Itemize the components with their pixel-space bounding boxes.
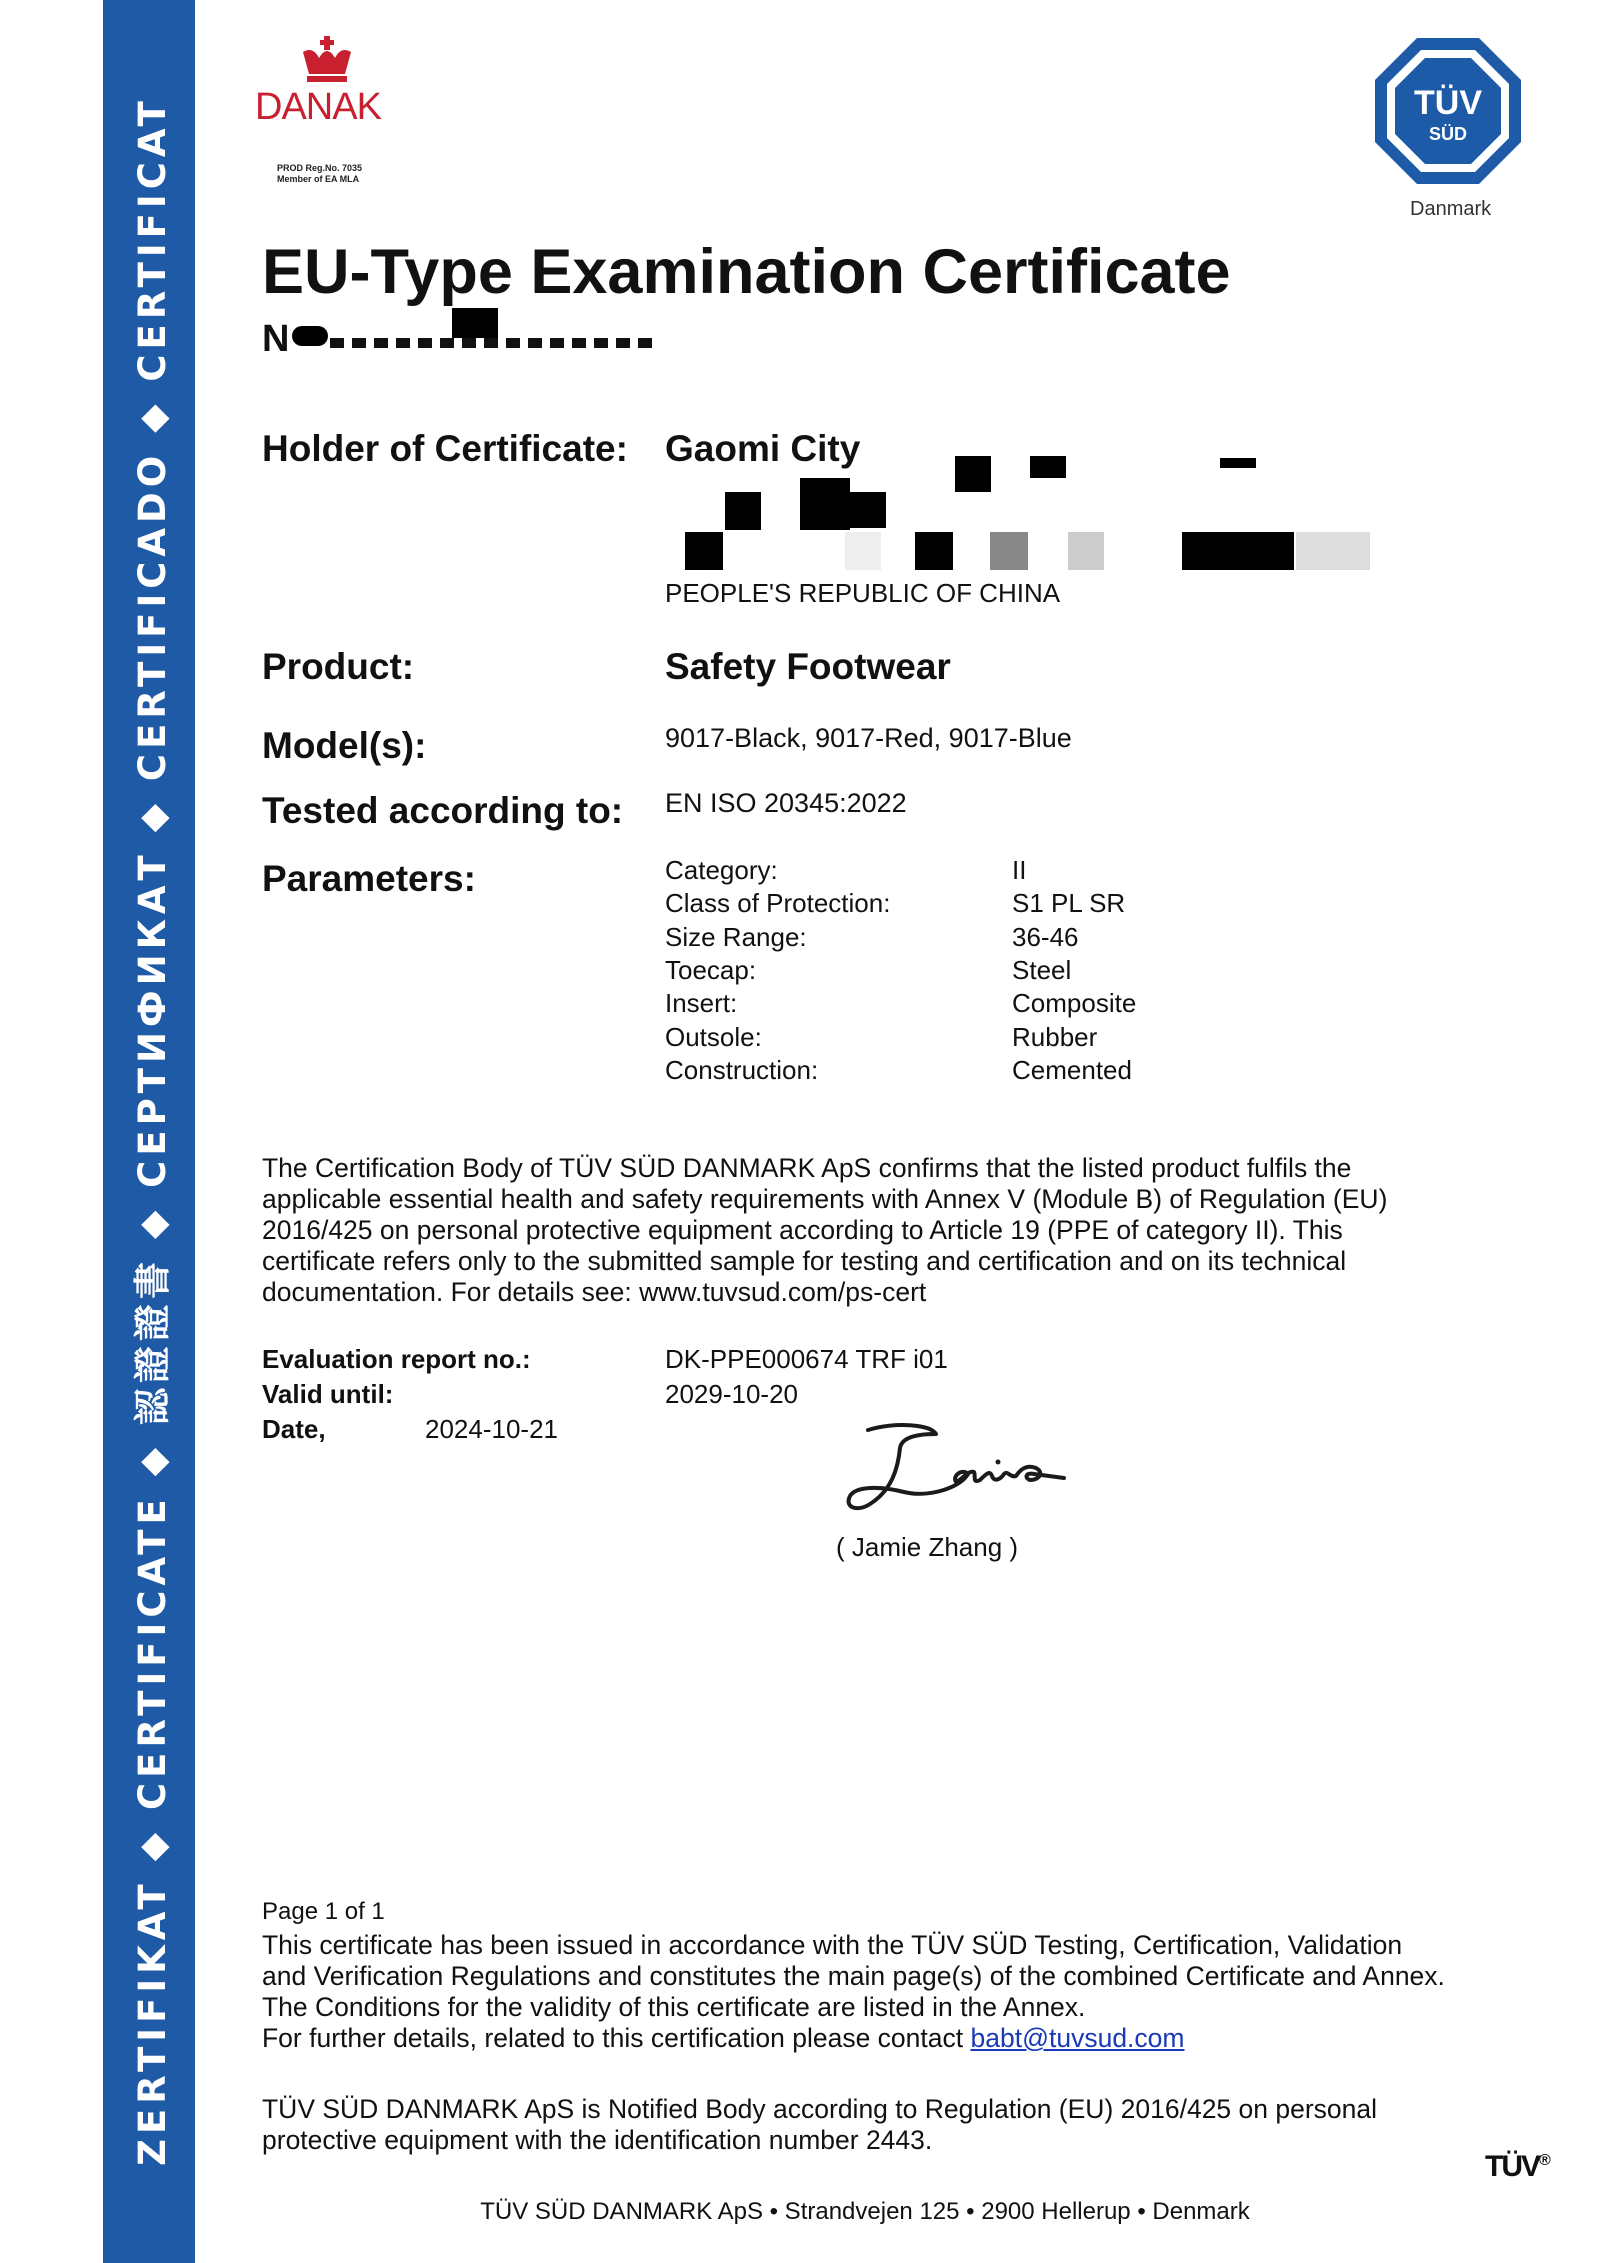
statement-line: 2016/425 on personal protective equipment according to Article 19 (PPE of category II). This — [262, 1215, 1343, 1245]
tested-label: Tested according to: — [262, 790, 624, 831]
redaction-block — [725, 492, 761, 530]
param-value-insert: Composite — [1012, 988, 1137, 1018]
param-value-category: II — [1012, 855, 1027, 885]
redaction-block — [1182, 532, 1294, 570]
footer-address: TÜV SÜD DANMARK ApS • Strandvejen 125 • 2900 Hellerup • Denmark — [480, 2198, 1250, 2225]
parameters-label: Parameters: — [262, 858, 476, 899]
redaction-block — [800, 478, 850, 530]
statement-line: certificate refers only to the submitted sample for testing and certification and on its technical — [262, 1246, 1347, 1276]
models-value: 9017-Black, 9017-Red, 9017-Blue — [665, 723, 1072, 753]
redaction-block — [1220, 458, 1256, 468]
param-name-construction: Construction: — [665, 1055, 819, 1085]
param-name-insert: Insert: — [665, 988, 738, 1018]
product-value: Safety Footwear — [665, 646, 951, 687]
holder-label: Holder of Certificate: — [262, 428, 628, 469]
param-value-construction: Cemented — [1012, 1055, 1132, 1085]
tuv-mark-text: TÜV — [1485, 2150, 1539, 2183]
redaction-block — [685, 532, 723, 570]
tested-value: EN ISO 20345:2022 — [665, 788, 907, 818]
param-value-toecap: Steel — [1012, 955, 1072, 985]
param-name-category: Category: — [665, 855, 778, 885]
crown-icon — [299, 36, 355, 84]
signature-mark — [840, 1420, 1070, 1520]
redaction-block — [330, 338, 660, 348]
registered-mark: ® — [1539, 2152, 1551, 2169]
footer-line: and Verification Regulations and constitutes the main page(s) of the combined Certificate and Annex. — [262, 1961, 1445, 1991]
date-label: Date, — [262, 1414, 326, 1444]
param-name-class: Class of Protection: — [665, 888, 891, 918]
certificate-number — [262, 318, 289, 352]
tuv-logo-line1: TÜV — [1414, 84, 1482, 122]
valid-label: Valid until: — [262, 1379, 394, 1409]
redaction-block — [915, 532, 953, 570]
notified-line: TÜV SÜD DANMARK ApS is Notified Body according to Regulation (EU) 2016/425 on personal — [262, 2094, 1378, 2124]
redaction-block — [990, 532, 1028, 570]
tuv-wordmark — [1485, 2150, 1551, 2184]
footer-conditions — [262, 1930, 1562, 2054]
holder-country: PEOPLE'S REPUBLIC OF CHINA — [665, 578, 1061, 608]
redaction-block — [292, 326, 328, 346]
param-value-size: 36-46 — [1012, 922, 1079, 952]
contact-text: For further details, related to this certification please contact — [262, 2023, 971, 2053]
statement-line: documentation. For details see: www.tuvsud.com/ps-cert — [262, 1277, 927, 1307]
evaluation-label: Evaluation report no.: — [262, 1344, 531, 1374]
param-name-size: Size Range: — [665, 922, 807, 952]
statement-line: The Certification Body of TÜV SÜD DANMARK ApS confirms that the listed product fulfils the — [262, 1153, 1352, 1183]
danak-wordmark: DANAK — [255, 86, 381, 128]
tuv-logo-line2: SÜD — [1428, 124, 1468, 144]
tuv-country: Danmark — [1410, 198, 1492, 220]
models-label: Model(s): — [262, 725, 427, 766]
certificate-number-visible: N — [262, 318, 290, 352]
footer-line-contact — [262, 2023, 1562, 2054]
danak-registration — [277, 163, 362, 185]
banner-text: ZERTIFIKAT ◆ CERTIFICATE ◆ 認證證書 ◆ СЕРТИФИКАТ ◆ CERTIFICADO ◆ CERTIFICAT — [131, 96, 174, 2166]
statement-line: applicable essential health and safety requirements with Annex V (Module B) of Regulation (EU) — [262, 1184, 1388, 1214]
date-value: 2024-10-21 — [425, 1414, 558, 1444]
signatory-name: ( Jamie Zhang ) — [836, 1532, 1019, 1562]
product-label: Product: — [262, 646, 415, 687]
redaction-block — [955, 456, 991, 492]
email-link[interactable]: babt@tuvsud.com — [970, 2023, 1185, 2053]
footer-line: The Conditions for the validity of this certificate are listed in the Annex. — [262, 1992, 1086, 2022]
tuv-sud-logo — [1373, 36, 1523, 186]
page-number: Page 1 of 1 — [262, 1898, 385, 1925]
redaction-block — [1030, 456, 1066, 478]
footer-line: This certificate has been issued in accordance with the TÜV SÜD Testing, Certification, Validation — [262, 1930, 1403, 1960]
param-value-outsole: Rubber — [1012, 1022, 1098, 1052]
side-banner — [103, 0, 195, 2263]
evaluation-value: DK-PPE000674 TRF i01 — [665, 1344, 948, 1374]
danak-reg-line1: PROD Reg.No. 7035 — [277, 163, 363, 173]
notified-line: protective equipment with the identification number 2443. — [262, 2125, 933, 2155]
redaction-block — [1068, 532, 1104, 570]
redaction-block — [1296, 532, 1370, 570]
param-value-class: S1 PL SR — [1012, 888, 1126, 918]
param-name-outsole: Outsole: — [665, 1022, 762, 1052]
danak-reg-line2: Member of EA MLA — [277, 174, 360, 184]
param-name-toecap: Toecap: — [665, 955, 757, 985]
redaction-block — [850, 492, 886, 528]
valid-value: 2029-10-20 — [665, 1379, 798, 1409]
certification-statement — [262, 1153, 1522, 1308]
notified-body-statement — [262, 2094, 1562, 2156]
redaction-block — [845, 532, 881, 570]
holder-name: Gaomi City — [665, 428, 861, 469]
page-title: EU-Type Examination Certificate — [262, 237, 1231, 307]
